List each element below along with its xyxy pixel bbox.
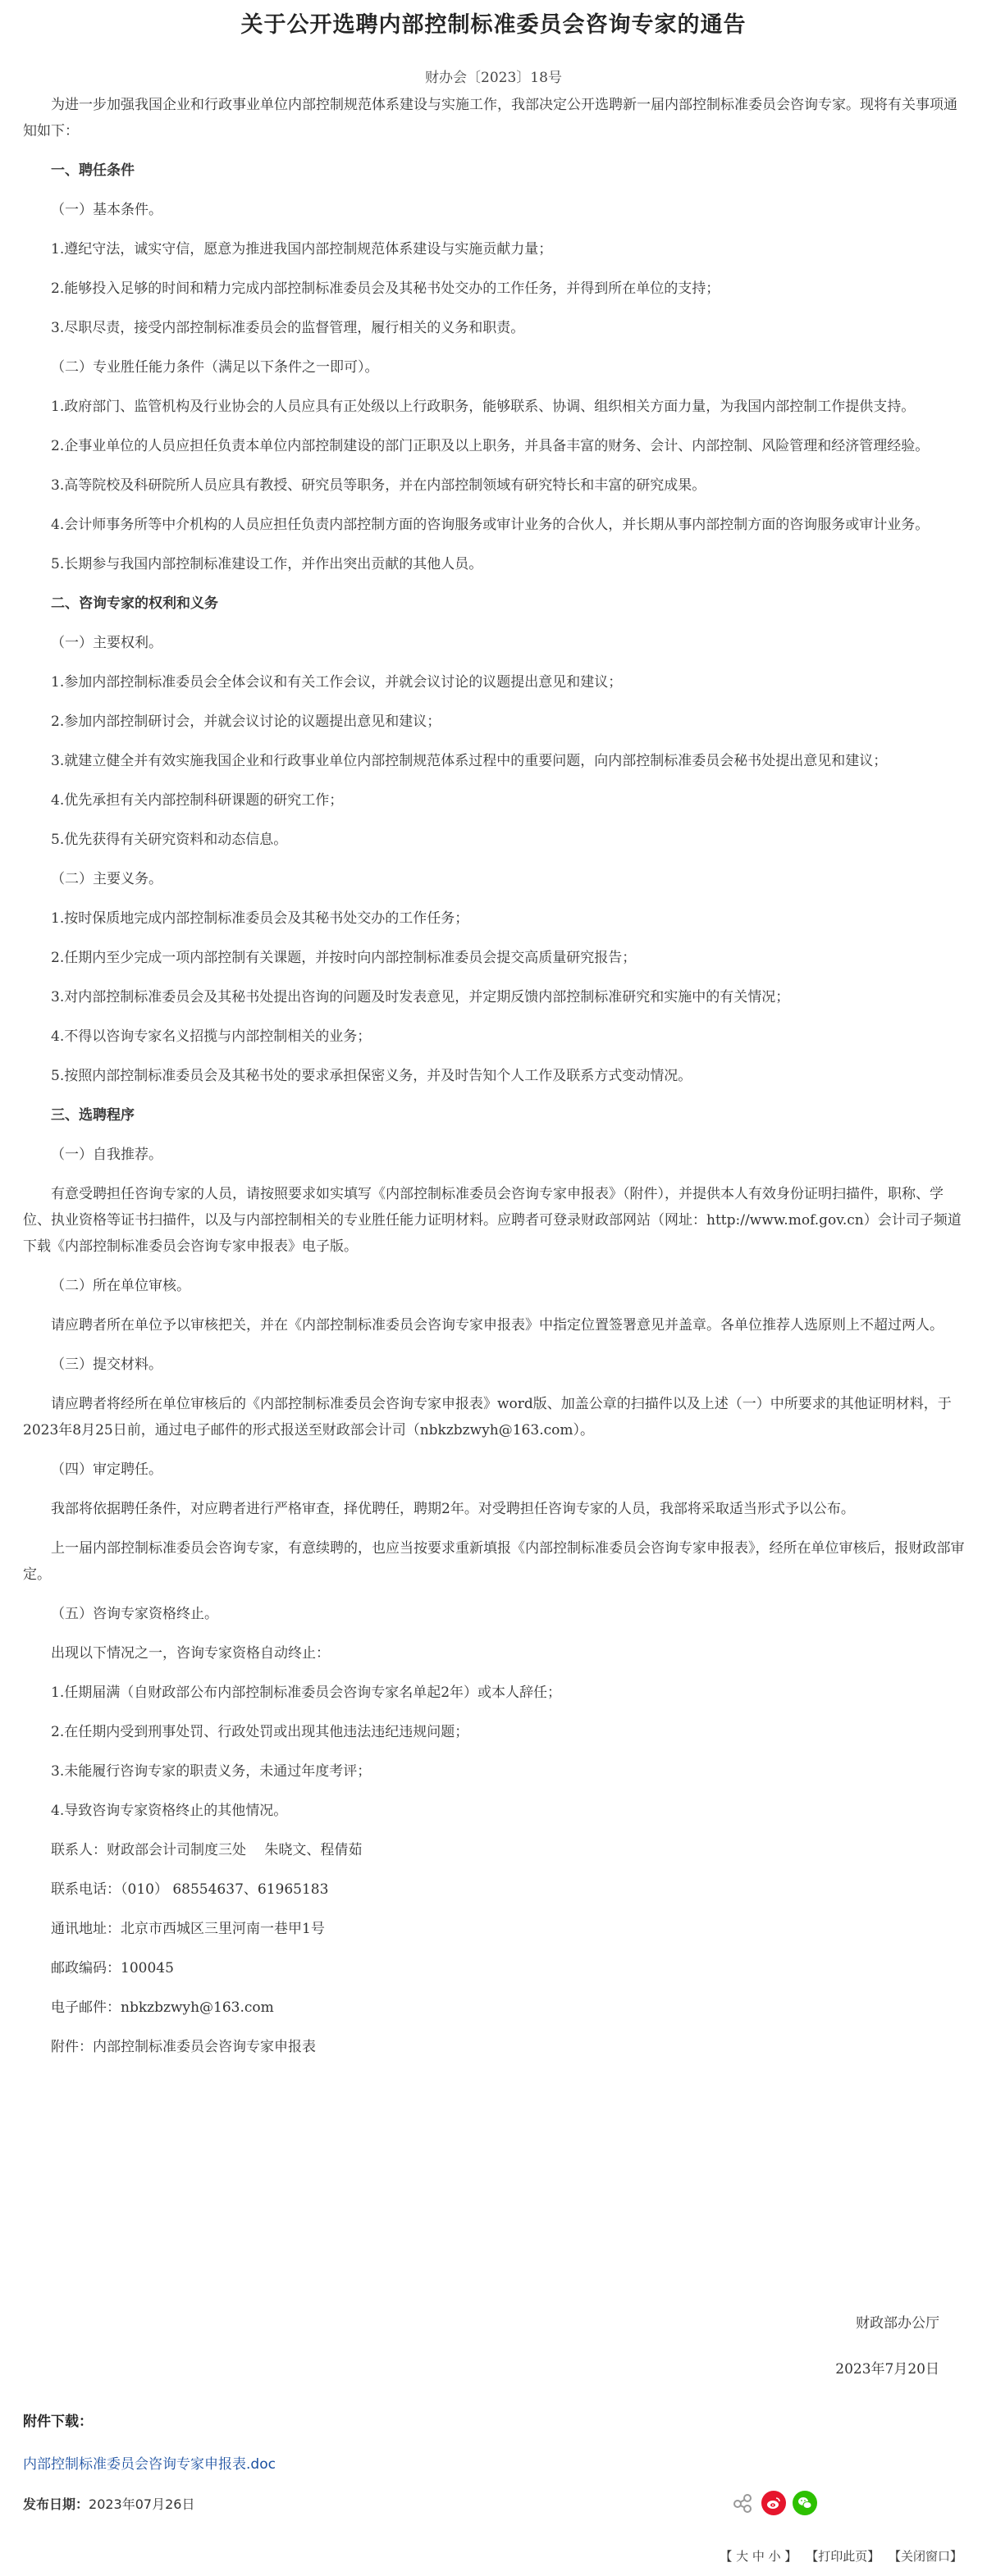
weibo-icon[interactable] xyxy=(761,2491,786,2515)
paragraph: （一）自我推荐。 xyxy=(51,1147,162,1163)
paragraph: （五）咨询专家资格终止。 xyxy=(51,1606,218,1622)
publish-date xyxy=(23,2494,194,2513)
document-number: 财办会〔2023〕18号 xyxy=(425,70,562,86)
page-title: 关于公开选聘内部控制标准委员会咨询专家的通告 xyxy=(240,12,747,38)
paragraph: 3.就建立健全并有效实施我国企业和行政事业单位内部控制规范体系过程中的重要问题，向内部控制标准委员会秘书处提出意见和建议； xyxy=(51,753,888,769)
paragraph: 2.能够投入足够的时间和精力完成内部控制标准委员会及其秘书处交办的工作任务，并得到所在单位的支持； xyxy=(51,280,720,297)
issuer: 财政部办公厅 xyxy=(856,2315,939,2332)
paragraph: 2.在任期内受到刑事处罚、行政处罚或出现其他违法违纪违规问题； xyxy=(51,1724,469,1740)
paragraph: 电子邮件：nbkzbzwyh@163.com xyxy=(51,1999,274,2016)
share-bar xyxy=(730,2491,817,2515)
paragraph: 5.按照内部控制标准委员会及其秘书处的要求承担保密义务，并及时告知个人工作及联系方式变动情况。 xyxy=(51,1068,692,1084)
paragraph: （四）审定聘任。 xyxy=(51,1461,162,1478)
paragraph: 上一届内部控制标准委员会咨询专家，有意续聘的，也应当按要求重新填报《内部控制标准委员会咨询专家申报表》，经所在单位审核后，报财政部审定。 xyxy=(23,1540,965,1583)
paragraph: 邮政编码：100045 xyxy=(51,1960,174,1976)
paragraph: 2.任期内至少完成一项内部控制有关课题，并按时向内部控制标准委员会提交高质量研究报告； xyxy=(51,950,637,966)
paragraph: 3.对内部控制标准委员会及其秘书处提出咨询的问题及时发表意见，并定期反馈内部控制标准研究和实施中的有关情况； xyxy=(51,989,790,1005)
paragraph: （三）提交材料。 xyxy=(51,1356,162,1373)
paragraph: 联系电话：（010） 68554637、61965183 xyxy=(51,1881,329,1898)
attachment-download-link[interactable]: 内部控制标准委员会咨询专家申报表.doc xyxy=(23,2456,276,2473)
paragraph: 联系人：财政部会计司制度三处 朱晓文、程倩茹 xyxy=(51,1842,363,1858)
paragraph: 1.政府部门、监管机构及行业协会的人员应具有正处级以上行政职务，能够联系、协调、组织相关方面力量，为我国内部控制工作提供支持。 xyxy=(51,399,916,415)
paragraph: 4.导致咨询专家资格终止的其他情况。 xyxy=(51,1803,288,1819)
share-icon[interactable] xyxy=(730,2491,755,2515)
paragraph: 为进一步加强我国企业和行政事业单位内部控制规范体系建设与实施工作，我部决定公开选聘新一届内部控制标准委员会咨询专家。现将有关事项通知如下： xyxy=(23,97,957,139)
paragraph: （二）所在单位审核。 xyxy=(51,1278,190,1294)
publish-label: 发布日期： xyxy=(23,2496,89,2512)
attachment-heading: 附件下载： xyxy=(23,2414,93,2430)
close-window-button[interactable]: 【关闭窗口】 xyxy=(888,2549,962,2564)
paragraph: 5.长期参与我国内部控制标准建设工作，并作出突出贡献的其他人员。 xyxy=(51,556,483,572)
footer-links xyxy=(715,2547,962,2565)
paragraph: 2.参加内部控制研讨会，并就会议讨论的议题提出意见和建议； xyxy=(51,714,441,730)
paragraph: 5.优先获得有关研究资料和动态信息。 xyxy=(51,832,288,848)
paragraph: 2.企事业单位的人员应担任负责本单位内部控制建设的部门正职及以上职务，并具备丰富的财务、会计、内部控制、风险管理和经济管理经验。 xyxy=(51,438,930,454)
paragraph: 有意受聘担任咨询专家的人员，请按照要求如实填写《内部控制标准委员会咨询专家申报表》（附件），并提供本人有效身份证明扫描件，职称、学位、执业资格等证书扫描件，以及与内部控制相关的专业胜任能力证明材料。应聘者可登录财政部网站（网址：http://www.mof.gov.cn）会计司子频道下载《内部控制标准委员会咨询专家申报表》电子版。 xyxy=(23,1186,962,1255)
paragraph: （一）基本条件。 xyxy=(51,202,162,218)
paragraph: 3.高等院校及科研院所人员应具有教授、研究员等职务，并在内部控制领域有研究特长和丰富的研究成果。 xyxy=(51,477,706,494)
print-page-button[interactable]: 【打印此页】 xyxy=(806,2549,880,2564)
paragraph: 通讯地址：北京市西城区三里河南一巷甲1号 xyxy=(51,1921,325,1937)
paragraph: （二）专业胜任能力条件（满足以下条件之一即可）。 xyxy=(51,359,379,376)
paragraph: 4.优先承担有关内部控制科研课题的研究工作； xyxy=(51,792,344,809)
paragraph: （一）主要权利。 xyxy=(51,635,162,651)
section-heading: 二、咨询专家的权利和义务 xyxy=(51,595,218,612)
paragraph: 1.参加内部控制标准委员会全体会议和有关工作会议，并就会议讨论的议题提出意见和建议； xyxy=(51,674,623,691)
paragraph: 3.未能履行咨询专家的职责义务，未通过年度考评； xyxy=(51,1763,372,1780)
paragraph: 请应聘者所在单位予以审核把关，并在《内部控制标准委员会咨询专家申报表》中指定位置签署意见并盖章。各单位推荐人选原则上不超过两人。 xyxy=(51,1317,944,1334)
paragraph: 1.按时保质地完成内部控制标准委员会及其秘书处交办的工作任务； xyxy=(51,910,469,927)
paragraph: 请应聘者将经所在单位审核后的《内部控制标准委员会咨询专家申报表》word版、加盖公章的扫描件以及上述（一）中所要求的其他证明材料，于2023年8月25日前，通过电子邮件的形式报送至财政部会计司（nbkzbzwyh@163.com）。 xyxy=(23,1396,952,1438)
paragraph: （二）主要义务。 xyxy=(51,871,162,887)
paragraph: 1.遵纪守法，诚实守信，愿意为推进我国内部控制规范体系建设与实施贡献力量； xyxy=(51,241,553,258)
section-heading: 一、聘任条件 xyxy=(51,162,135,179)
wechat-icon[interactable] xyxy=(793,2491,817,2515)
article-body xyxy=(23,92,966,2073)
paragraph: 1.任期届满（自财政部公布内部控制标准委员会咨询专家名单起2年）或本人辞任； xyxy=(51,1685,562,1701)
paragraph: 附件：内部控制标准委员会咨询专家申报表 xyxy=(51,2039,316,2055)
font-size-toggle[interactable]: 【 大 中 小 】 xyxy=(720,2549,797,2564)
paragraph: 4.不得以咨询专家名义招揽与内部控制相关的业务； xyxy=(51,1028,372,1045)
paragraph: 出现以下情况之一，咨询专家资格自动终止： xyxy=(51,1645,330,1662)
paragraph: 3.尽职尽责，接受内部控制标准委员会的监督管理，履行相关的义务和职责。 xyxy=(51,320,525,336)
paragraph: 4.会计师事务所等中介机构的人员应担任负责内部控制方面的咨询服务或审计业务的合伙人，并长期从事内部控制方面的咨询服务或审计业务。 xyxy=(51,517,930,533)
section-heading: 三、选聘程序 xyxy=(51,1107,135,1124)
paragraph: 我部将依据聘任条件，对应聘者进行严格审查，择优聘任，聘期2年。对受聘担任咨询专家的人员，我部将采取适当形式予以公布。 xyxy=(51,1501,855,1517)
publish-date-value: 2023年07月26日 xyxy=(89,2496,195,2512)
issue-date: 2023年7月20日 xyxy=(835,2361,939,2378)
